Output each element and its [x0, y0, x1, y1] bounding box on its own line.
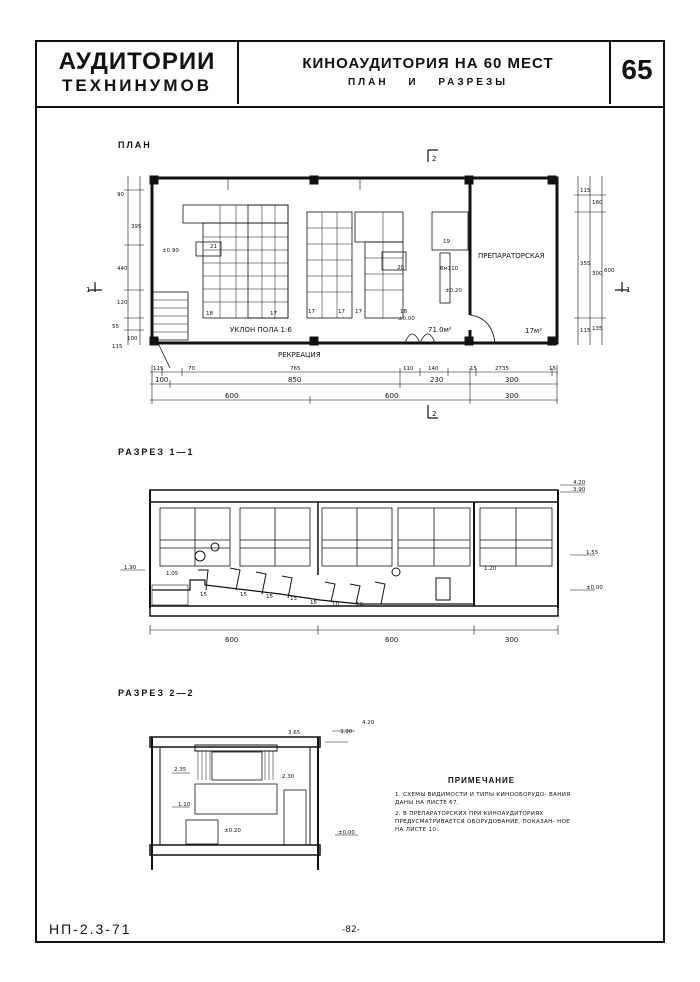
s2-level-235: 2.35	[174, 767, 187, 773]
note-1: 1. СХЕМЫ ВИДИМОСТИ И ТИПЫ КИНООБОРУДО- ВАНИЯ ДАНЫ НА ЛИСТЕ 67.	[395, 792, 571, 806]
seat-18a: 18	[206, 311, 213, 317]
dim-r-355: 355	[580, 261, 591, 267]
dim-l-55: 55	[112, 324, 119, 330]
s2-level-000: ±0.00	[338, 830, 355, 836]
s2-level-420: 4.20	[362, 720, 375, 726]
sheet-number: 65	[621, 54, 653, 85]
dim-r-135: 135	[592, 326, 603, 332]
s1-level-390: 3.90	[573, 487, 586, 493]
dim-600b: 600	[385, 392, 399, 400]
dim-l-395: 395	[131, 224, 142, 230]
dim-r-300: 300	[592, 271, 603, 277]
plan-label: ПЛАН	[118, 140, 152, 150]
dim-100: 100	[155, 376, 169, 384]
section1-label: РАЗРЕЗ 1—1	[118, 447, 195, 457]
dim-110: 110	[403, 366, 414, 372]
mark-090: ±0.90	[162, 248, 179, 254]
seat-17b: 17	[308, 309, 315, 315]
s2-level-110: 1.10	[178, 802, 191, 808]
s1-level-155: 1.55	[586, 550, 599, 556]
item-20: 20	[397, 265, 404, 271]
note-2: 2. В ПРЕПАРАТОРСКИХ ПРИ КИНОАУДИТОРИЯХ ПРЕДУСМАТРИВАЕТСЯ ОБОРУДОВАНИЕ, ПОКАЗАН- НОЕ НА ЛИСТЕ 10.	[395, 811, 571, 833]
s2-level-365: 3.65	[288, 730, 301, 736]
room-prep-label: ПРЕПАРАТОРСКАЯ	[478, 252, 545, 260]
section1-drawing	[120, 485, 595, 635]
s1-level-000: ±0.00	[586, 585, 603, 591]
dim-765: 765	[290, 366, 301, 372]
s2-level-230: 2.30	[282, 774, 295, 780]
mark-000: ±0.00	[398, 316, 415, 322]
mark-020: ±0.20	[445, 288, 462, 294]
dim-300: 300	[505, 376, 519, 384]
notes-heading: ПРИМЕЧАНИЕ	[448, 776, 516, 785]
dim-2735: 2735	[495, 366, 509, 372]
dim-l-115: 115	[112, 344, 123, 350]
dim-300b: 300	[505, 392, 519, 400]
plan-texts	[86, 155, 630, 418]
s1-level-105: 1.05	[166, 571, 179, 577]
dim-140: 140	[428, 366, 439, 372]
axis-2-bottom: 2	[432, 410, 437, 418]
mark-6m110: 6м110	[440, 266, 459, 272]
s1-seat-3: 15	[266, 594, 273, 600]
slope-label: УКЛОН ПОЛА 1:6	[230, 326, 292, 334]
seat-18b: 18	[400, 309, 407, 315]
axis-2-top: 2	[432, 155, 437, 163]
dim-l-100: 100	[127, 336, 138, 342]
s1-level-420: 4.20	[573, 480, 586, 486]
dim-15a: 15	[470, 366, 477, 372]
dim-r-160: 160	[592, 200, 603, 206]
axis-1-left: 1	[86, 286, 91, 294]
section1-texts	[124, 480, 603, 644]
axis-1-right: 1	[626, 286, 631, 294]
area-prep: 17м²	[525, 327, 542, 335]
sheet-title: КИНОАУДИТОРИЯ НА 60 МЕСТ	[302, 55, 554, 72]
seat-17a: 17	[270, 311, 277, 317]
collection-title: АУДИТОРИИ	[58, 48, 216, 75]
item-21: 21	[210, 244, 217, 250]
s1-seat-4: 15	[290, 596, 297, 602]
s1-seat-5: 15	[310, 600, 317, 606]
s1-seat-6: 10	[332, 602, 339, 608]
s1-level-190: 1.90	[124, 565, 137, 571]
dim-r-115b: 115	[580, 328, 591, 334]
seat-17c: 17	[338, 309, 345, 315]
s1-seat-1: 15	[200, 592, 207, 598]
section2-label: РАЗРЕЗ 2—2	[118, 688, 195, 698]
dim-600a: 600	[225, 392, 239, 400]
area-main: 71.0м²	[428, 326, 452, 334]
s1-dim-300: 300	[505, 636, 519, 644]
footer-page: -82-	[342, 925, 360, 935]
item-19: 19	[443, 239, 450, 245]
s1-level-120: 1.20	[484, 566, 497, 572]
collection-subtitle: ТЕХНИНУМОВ	[61, 76, 213, 95]
recreation-label: РЕКРЕАЦИЯ	[278, 351, 321, 359]
dim-l-120: 120	[117, 300, 128, 306]
plan-drawing	[88, 150, 629, 418]
section2-drawing	[150, 731, 358, 870]
seat-17d: 17	[355, 309, 362, 315]
dim-850: 850	[288, 376, 302, 384]
dim-r-600: 600	[604, 268, 615, 274]
s2-level-020: ±0.20	[224, 828, 241, 834]
s1-seat-2: 15	[240, 592, 247, 598]
dim-15b: 15	[549, 366, 556, 372]
dim-115: 115	[153, 366, 164, 372]
s1-dim-600b: 600	[385, 636, 399, 644]
dim-l-440: 440	[117, 266, 128, 272]
sheet-subtitle: ПЛАН И РАЗРЕЗЫ	[347, 77, 509, 88]
s2-level-390: 3.90	[340, 729, 353, 735]
s1-dim-600a: 600	[225, 636, 239, 644]
s1-seat-7: 10	[356, 602, 363, 608]
dim-l-90: 90	[117, 192, 124, 198]
dim-70: 70	[188, 366, 195, 372]
footer-code: НП-2.3-71	[49, 921, 132, 937]
dim-r-115: 115	[580, 188, 591, 194]
dim-230: 230	[430, 376, 444, 384]
